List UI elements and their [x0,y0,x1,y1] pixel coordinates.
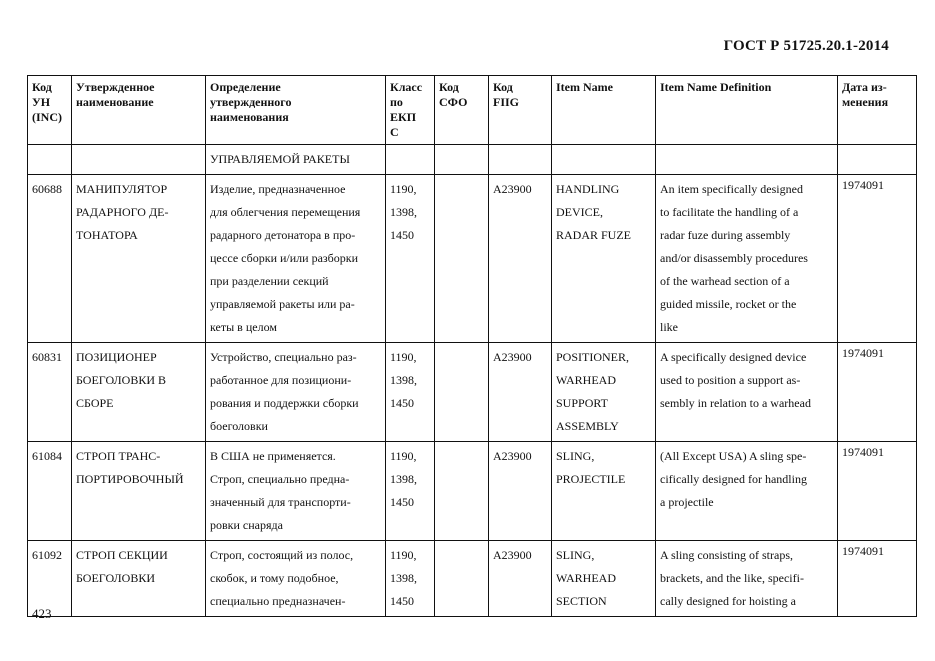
cell-inc: 61092 [28,541,72,617]
cell-approved-name [72,541,206,617]
text-line: radar fuze during assembly [660,228,791,242]
text-line: a projectile [660,495,714,509]
text-line: БОЕГОЛОВКИ В [76,373,166,387]
col-sfo: Код СФО [435,76,489,145]
text-line: 1190, [390,350,417,364]
text-line: кеты в целом [210,320,277,334]
text-line: 1398, [390,205,417,219]
cell-approved-name [72,175,206,343]
col-change-date: Дата из- менения [838,76,917,145]
text-line: sembly in relation to a warhead [660,396,811,410]
text-line: 1190, [390,449,417,463]
text-line: значенный для транспорти- [210,495,351,509]
cell-definition [206,175,386,343]
text-line: СТРОП ТРАНС- [76,449,161,463]
col-approved-name: Утвержденное наименование [72,76,206,145]
text-line: Строп, специально предна- [210,472,350,486]
text-line: цессе сборки и/или разборки [210,251,359,265]
cell-item-name-definition [656,442,838,541]
cell-item-name [552,343,656,442]
cell-sfo [435,442,489,541]
text-line: (All Except USA) A sling spe- [660,449,807,463]
text-line: Изделие, предназначенное [210,182,346,196]
text-line: Строп, состоящий из полос, [210,548,354,562]
text-line: 1450 [390,594,414,608]
text-line: of the warhead section of a [660,274,790,288]
text-line: POSITIONER, [556,350,630,364]
text-line: WARHEAD [556,373,616,387]
cell-approved-name [72,442,206,541]
text-line: скобок, и тому подобное, [210,571,339,585]
page-number: 423 [32,606,52,621]
text-line: SECTION [556,594,607,608]
text-line: при разделении секций [210,274,329,288]
text-line: ПОРТИРОВОЧНЫЙ [76,472,184,486]
text-line: ровки снаряда [210,518,283,532]
text-line: brackets, and the like, specifi- [660,571,804,585]
col-class: Класс по ЕКП С [386,76,435,145]
text-line: радарного детонатора в про- [210,228,356,242]
cell-class [386,442,435,541]
cell-class [386,541,435,617]
cell-inc: 60688 [28,175,72,343]
col-inc: Код УН (INC) [28,76,72,145]
header-row [28,76,917,145]
cell-class [386,175,435,343]
text-line: ASSEMBLY [556,419,619,433]
text-line: управляемой ракеты или ра- [210,297,355,311]
cell-class [386,343,435,442]
text-line: RADAR FUZE [556,228,632,242]
continuation-definition: УПРАВЛЯЕМОЙ РАКЕТЫ [206,145,386,175]
text-line: A sling consisting of straps, [660,548,794,562]
text-line: В США не применяется. [210,449,336,463]
text-line: МАНИПУЛЯТОР [76,182,168,196]
text-line: A specifically designed device [660,350,807,364]
text-line: SLING, [556,449,595,463]
cell-change-date: 1974091 [838,541,917,617]
text-line: 1450 [390,495,414,509]
text-line: cifically designed for handling [660,472,807,486]
catalog-table [27,75,917,617]
text-line: ПОЗИЦИОНЕР [76,350,157,364]
cell-item-name [552,442,656,541]
col-item-name: Item Name [552,76,656,145]
text-line: 1398, [390,373,417,387]
text-line: 1190, [390,182,417,196]
text-line: Устройство, специально раз- [210,350,357,364]
cell-item-name [552,541,656,617]
cell-sfo [435,541,489,617]
text-line: РАДАРНОГО ДЕ- [76,205,169,219]
text-line: боеголовки [210,419,268,433]
text-line: like [660,320,678,334]
text-line: cally designed for hoisting a [660,594,796,608]
text-line: специально предназначен- [210,594,346,608]
text-line: WARHEAD [556,571,616,585]
cell-change-date: 1974091 [838,343,917,442]
text-line: БОЕГОЛОВКИ [76,571,155,585]
cell-item-name [552,175,656,343]
cell-item-name-definition [656,541,838,617]
cell-sfo [435,343,489,442]
text-line: HANDLING [556,182,620,196]
text-line: 1450 [390,228,414,242]
col-definition: Определение утвержденного наименования [206,76,386,145]
text-line: СБОРЕ [76,396,114,410]
text-line: to facilitate the handling of a [660,205,799,219]
cell-change-date: 1974091 [838,175,917,343]
cell-inc: 61084 [28,442,72,541]
text-line: рования и поддержки сборки [210,396,359,410]
text-line: SLING, [556,548,595,562]
cell-inc: 60831 [28,343,72,442]
cell-definition [206,343,386,442]
table-row [28,442,917,541]
text-line: работанное для позициони- [210,373,352,387]
text-line: SUPPORT [556,396,608,410]
text-line: СТРОП СЕКЦИИ [76,548,168,562]
table-row [28,541,917,617]
text-line: and/or disassembly procedures [660,251,808,265]
text-line: 1398, [390,472,417,486]
continuation-row [28,145,917,175]
text-line: PROJECTILE [556,472,626,486]
text-line: An item specifically designed [660,182,803,196]
text-line: guided missile, rocket or the [660,297,797,311]
cell-item-name-definition [656,343,838,442]
cell-fiig: A23900 [489,442,552,541]
cell-change-date: 1974091 [838,442,917,541]
cell-definition [206,442,386,541]
text-line: для облегчения перемещения [210,205,361,219]
text-line: 1398, [390,571,417,585]
cell-fiig: A23900 [489,541,552,617]
cell-approved-name [72,343,206,442]
standard-number: ГОСТ Р 51725.20.1-2014 [723,38,889,54]
text-line: DEVICE, [556,205,603,219]
text-line: used to position a support as- [660,373,801,387]
text-line: 1450 [390,396,414,410]
col-item-name-definition: Item Name Definition [656,76,838,145]
cell-definition [206,541,386,617]
text-line: 1190, [390,548,417,562]
cell-sfo [435,175,489,343]
cell-fiig: A23900 [489,343,552,442]
table-row [28,343,917,442]
text-line: ТОНАТОРА [76,228,138,242]
table-row [28,175,917,343]
cell-item-name-definition [656,175,838,343]
cell-fiig: A23900 [489,175,552,343]
col-fiig: Код FIIG [489,76,552,145]
